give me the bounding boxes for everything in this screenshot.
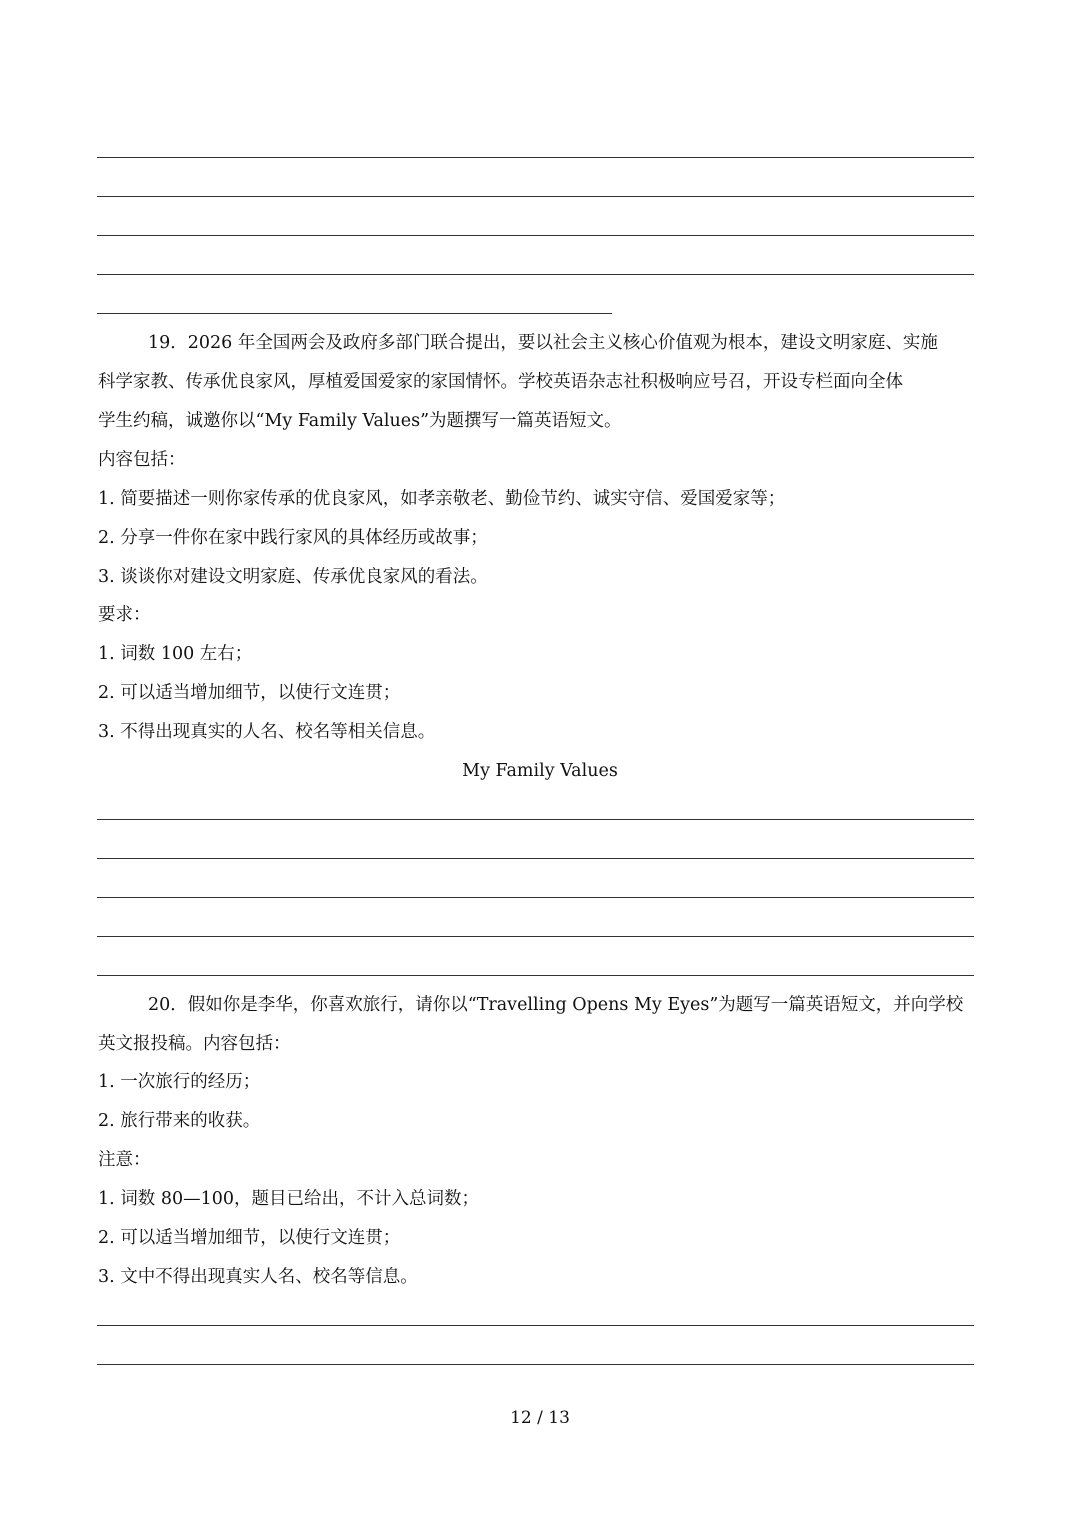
answer-line [97, 157, 974, 158]
q19-requirement: 1. 词数 100 左右； [98, 644, 253, 664]
answer-line [97, 936, 974, 937]
answer-line [97, 235, 974, 236]
q19-essay-title: My Family Values [462, 761, 618, 781]
page-number: 12 / 13 [510, 1408, 570, 1428]
answer-line [97, 897, 974, 898]
q20-note: 3. 文中不得出现真实人名、校名等信息。 [98, 1267, 418, 1287]
answer-line [97, 975, 974, 976]
answer-line [97, 1325, 974, 1326]
q20-content-item: 2. 旅行带来的收获。 [98, 1111, 261, 1131]
answer-line [97, 858, 974, 859]
q19-requirements-heading: 要求： [98, 605, 151, 625]
answer-line [97, 819, 974, 820]
q19-content-item: 2. 分享一件你在家中践行家风的具体经历或故事； [98, 528, 488, 548]
answer-line [97, 1364, 974, 1365]
answer-line [97, 313, 612, 314]
q19-prompt-line-3: 学生约稿，诚邀你以“My Family Values”为题撰写一篇英语短文。 [98, 411, 622, 431]
q19-prompt-line-2: 科学家教、传承优良家风，厚植爱国爱家的家国情怀。学校英语杂志社积极响应号召，开设专栏面向全体 [98, 372, 903, 392]
q20-prompt-line-2: 英文报投稿。内容包括： [98, 1034, 291, 1054]
q19-content-heading: 内容包括： [98, 450, 186, 470]
q19-requirement: 2. 可以适当增加细节，以使行文连贯； [98, 683, 401, 703]
q20-notes-heading: 注意： [98, 1150, 151, 1170]
q19-content-item: 1. 简要描述一则你家传承的优良家风，如孝亲敬老、勤俭节约、诚实守信、爱国爱家等； [98, 489, 786, 509]
q19-requirement: 3. 不得出现真实的人名、校名等相关信息。 [98, 722, 436, 742]
q19-content-item: 3. 谈谈你对建设文明家庭、传承优良家风的看法。 [98, 567, 488, 587]
answer-line [97, 274, 974, 275]
q20-prompt-line-1: 20．假如你是李华，你喜欢旅行，请你以“Travelling Opens My Eyes”为题写一篇英语短文，并向学校 [148, 995, 964, 1015]
q20-note: 2. 可以适当增加细节，以使行文连贯； [98, 1228, 401, 1248]
answer-line [97, 196, 974, 197]
q20-note: 1. 词数 80—100，题目已给出，不计入总词数； [98, 1189, 479, 1209]
q20-content-item: 1. 一次旅行的经历； [98, 1072, 261, 1092]
q19-prompt-line-1: 19．2026 年全国两会及政府多部门联合提出，要以社会主义核心价值观为根本，建设文明家庭、实施 [148, 333, 938, 353]
